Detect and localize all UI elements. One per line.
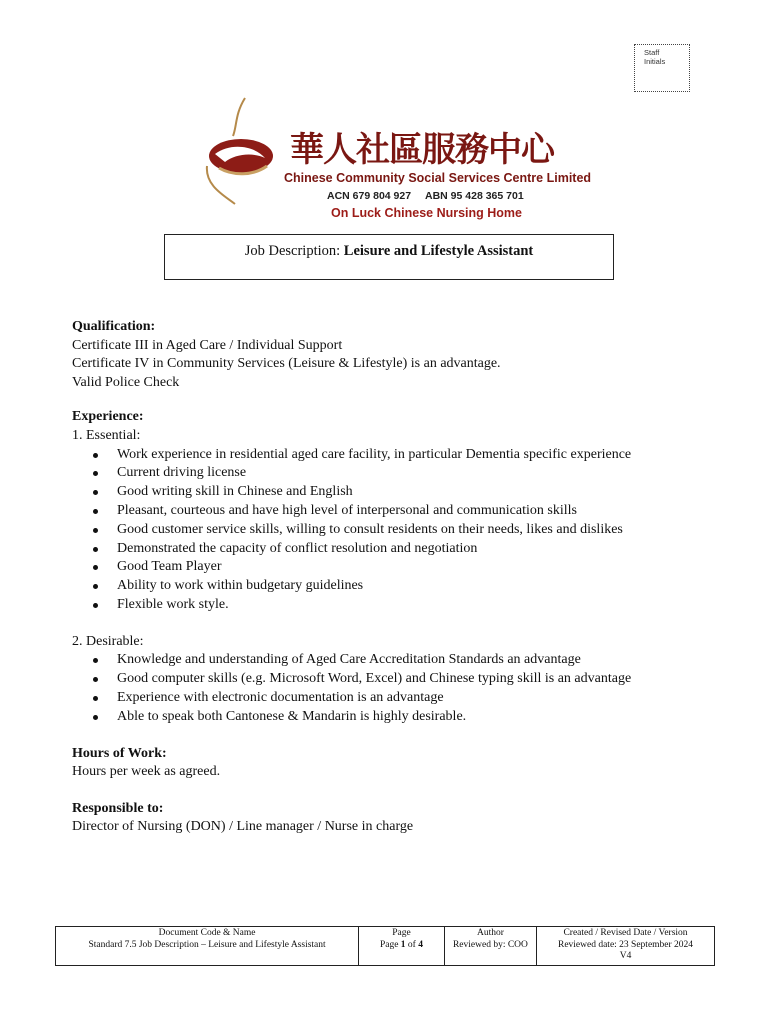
footer-author-value: Reviewed by: COO — [452, 939, 528, 950]
essential-list — [72, 446, 712, 615]
list-item: Able to speak both Cantonese & Mandarin is highly desirable. — [72, 708, 712, 727]
list-item: Demonstrated the capacity of conflict resolution and negotiation — [72, 540, 712, 559]
footer-document-cell — [56, 927, 359, 966]
job-description-body — [72, 318, 712, 837]
experience-heading: Experience: — [72, 409, 144, 425]
footer-version: V4 — [619, 951, 632, 961]
hours-heading: Hours of Work: — [72, 745, 167, 761]
logo-acn: ACN 679 804 927 — [327, 190, 412, 202]
logo-chinese-name: 華人社區服務中心 — [290, 130, 554, 170]
list-item: Ability to work within budgetary guidelines — [72, 577, 712, 596]
responsible-text: Director of Nursing (DON) / Line manager / Nurse in charge — [72, 819, 414, 835]
footer-page-cell — [359, 927, 445, 966]
list-item: Knowledge and understanding of Aged Care Accreditation Standards an advantage — [72, 651, 712, 670]
footer-author-cell — [444, 927, 536, 966]
footer-created-value: Reviewed date: 23 September 2024 — [557, 939, 694, 950]
list-item: Current driving license — [72, 464, 712, 483]
qualification-item: Certificate IV in Community Services (Leisure & Lifestyle) is an advantage. — [72, 356, 501, 372]
job-title: Leisure and Lifestyle Assistant — [343, 243, 534, 259]
document-footer-table — [55, 926, 715, 966]
logo-home-name: On Luck Chinese Nursing Home — [331, 206, 523, 220]
footer-created-cell — [537, 927, 715, 966]
list-item: Pleasant, courteous and have high level of interpersonal and communication skills — [72, 502, 712, 521]
qualification-heading: Qualification: — [72, 319, 156, 334]
footer-doc-value: Standard 7.5 Job Description – Leisure and Lifestyle Assistant — [88, 939, 326, 950]
list-item: Work experience in residential aged care facility, in particular Dementia specific experience — [72, 446, 712, 465]
essential-label: 1. Essential: — [72, 427, 141, 443]
list-item: Good customer service skills, willing to consult residents on their needs, likes and dislikes — [72, 521, 712, 540]
job-title-box — [164, 234, 614, 280]
footer-page-header: Page — [392, 928, 411, 938]
footer-created-header: Created / Revised Date / Version — [563, 928, 688, 938]
footer-author-header: Author — [476, 928, 504, 938]
list-item: Good writing skill in Chinese and English — [72, 483, 712, 502]
initials-label: Initials — [644, 57, 666, 66]
logo-abn: ABN 95 428 365 701 — [425, 190, 524, 202]
list-item: Experience with electronic documentation is an advantage — [72, 689, 712, 708]
desirable-list — [72, 651, 712, 726]
qualification-item: Valid Police Check — [72, 374, 180, 390]
organisation-logo — [205, 96, 592, 224]
qualification-item: Certificate III in Aged Care / Individual Support — [72, 337, 343, 353]
desirable-label: 2. Desirable: — [72, 633, 144, 649]
title-prefix: Job Description: — [244, 243, 344, 259]
footer-page-value: Page 1 of 4 — [379, 939, 423, 950]
staff-initials-box[interactable] — [634, 44, 690, 92]
footer-doc-header: Document Code & Name — [158, 928, 256, 938]
list-item: Good computer skills (e.g. Microsoft Word, Excel) and Chinese typing skill is an advantage — [72, 670, 712, 689]
responsible-heading: Responsible to: — [72, 800, 164, 816]
logo-english-name: Chinese Community Social Services Centre Limited — [284, 171, 592, 185]
list-item: Good Team Player — [72, 558, 712, 577]
staff-label: Staff — [644, 48, 660, 57]
list-item: Flexible work style. — [72, 596, 712, 615]
hours-text: Hours per week as agreed. — [72, 764, 221, 780]
swirl-logo-icon — [205, 96, 289, 206]
